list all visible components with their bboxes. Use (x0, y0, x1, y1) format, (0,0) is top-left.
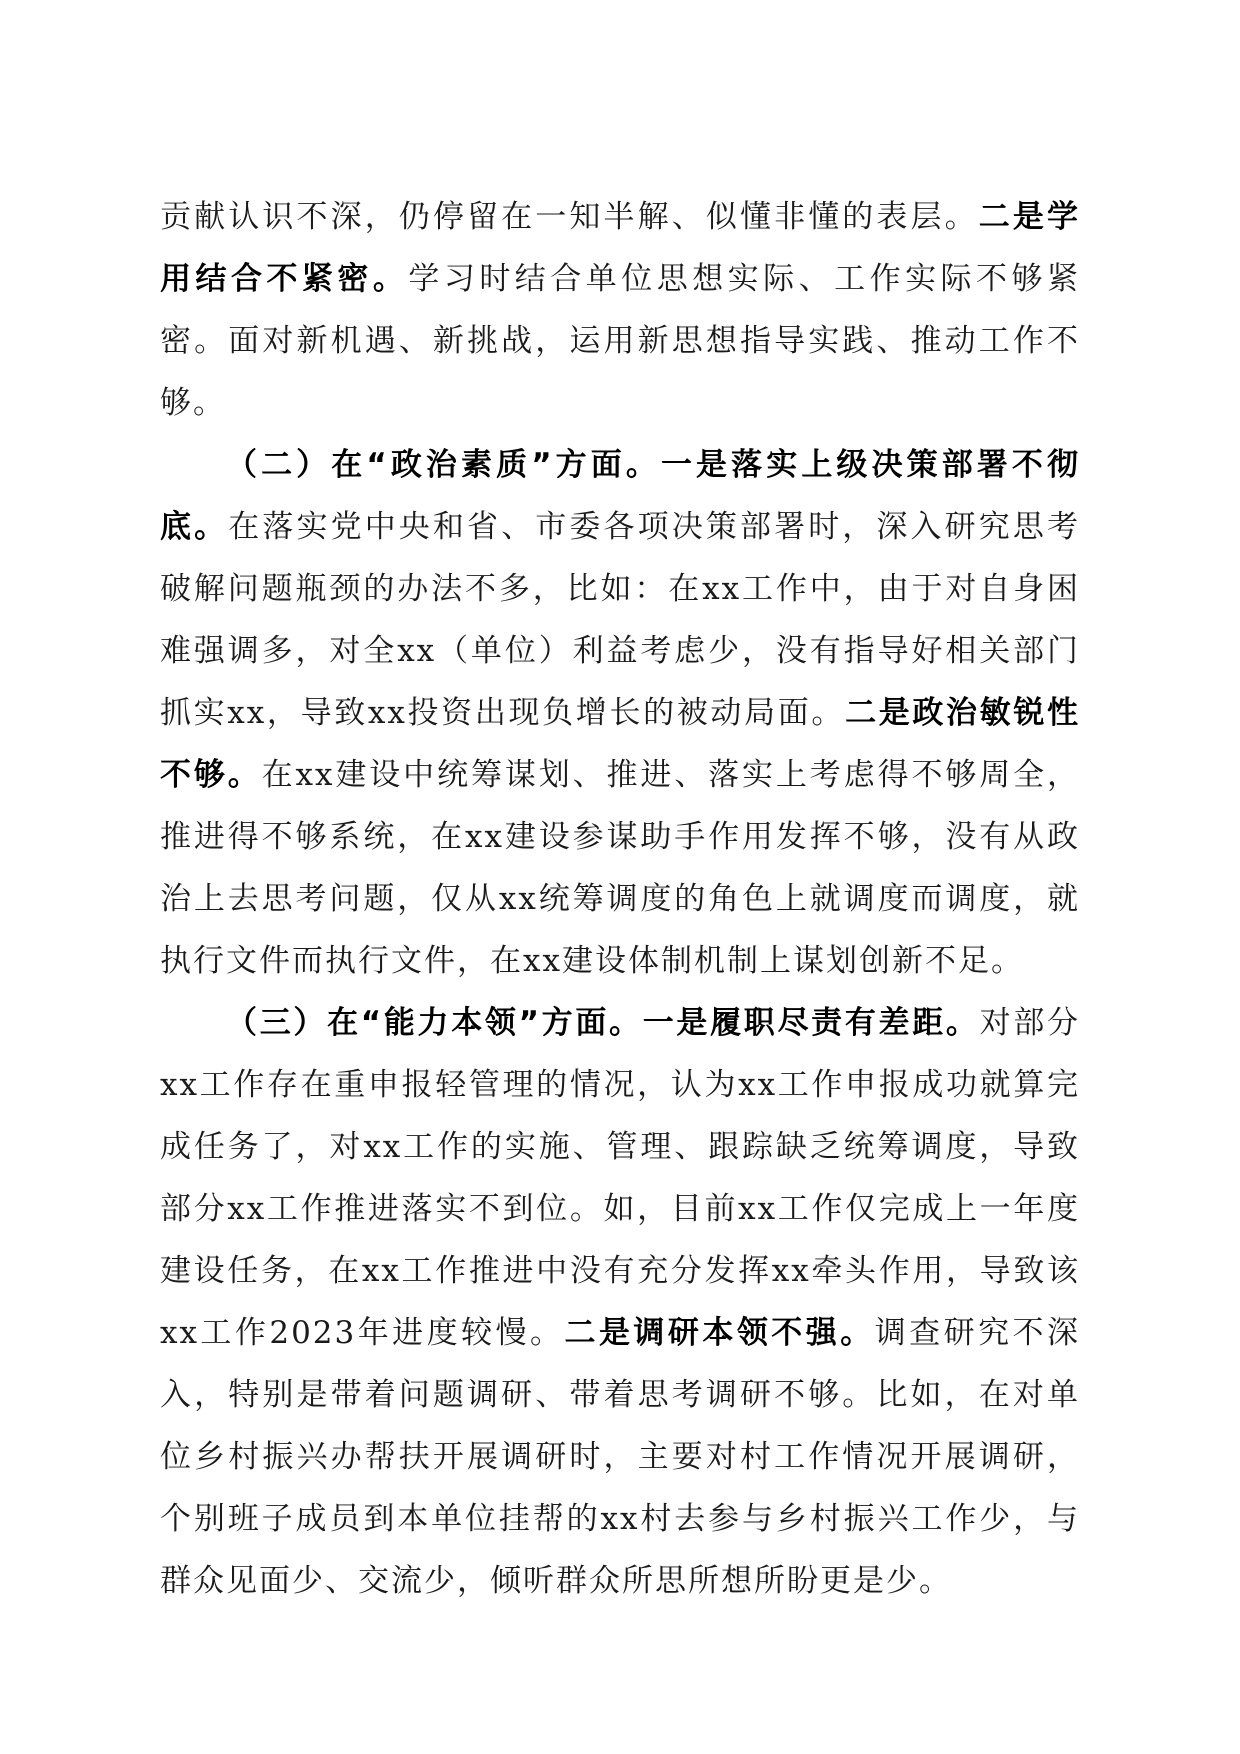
paragraph-ability-skills (160, 992, 1080, 1612)
text-segment: 调查研究不深入，特别是带着问题调研、带着思考调研不够。比如，在对单位乡村振兴办帮扶开展调研时，主要对村工作情况开展调研，个别班子成员到本单位挂帮的xx村去参与乡村振兴工作少，与群众见面少、交流少，倾听群众所思所想所盼更是少。 (160, 1315, 1081, 1599)
bold-heading-segment: 二是政治敏锐性不够。 (160, 695, 1080, 793)
bold-heading-segment: （二）在“政治素质”方面。一是落实上级决策部署不彻底。 (160, 447, 1080, 545)
text-segment: 对部分xx工作存在重申报轻管理的情况，认为xx工作申报成功就算完成任务了，对xx工作的实施、管理、跟踪缺乏统筹调度，导致部分xx工作推进落实不到位。如，目前xx工作仅完成上一年度建设任务，在xx工作推进中没有充分发挥xx牵头作用，导致该xx工作2023年进度较慢。 (160, 1005, 1081, 1351)
paragraph-study-application (160, 186, 1080, 434)
paragraph-political-quality (160, 434, 1080, 992)
text-segment: 在落实党中央和省、市委各项决策部署时，深入研究思考破解问题瓶颈的办法不多，比如：在xx工作中，由于对自身困难强调多，对全xx（单位）利益考虑少，没有指导好相关部门抓实xx，导致xx投资出现负增长的被动局面。 (160, 509, 1081, 731)
text-segment: 在xx建设中统筹谋划、推进、落实上考虑得不够周全，推进得不够系统，在xx建设参谋助手作用发挥不够，没有从政治上去思考问题，仅从xx统筹调度的角色上就调度而调度，就执行文件而执行文件，在xx建设体制机制上谋划创新不足。 (160, 757, 1081, 979)
body-text (160, 186, 1080, 1612)
text-segment: 学习时结合单位思想实际、工作实际不够紧密。面对新机遇、新挑战，运用新思想指导实践、推动工作不够。 (160, 261, 1080, 421)
bold-heading-segment: 二是调研本领不强。 (564, 1315, 875, 1351)
bold-heading-segment: 二是学用结合不紧密。 (160, 199, 1081, 297)
bold-heading-segment: （三）在“能力本领”方面。一是履职尽责有差距。 (226, 1005, 980, 1041)
text-segment: 贡献认识不深，仍停留在一知半解、似懂非懂的表层。 (160, 199, 979, 235)
